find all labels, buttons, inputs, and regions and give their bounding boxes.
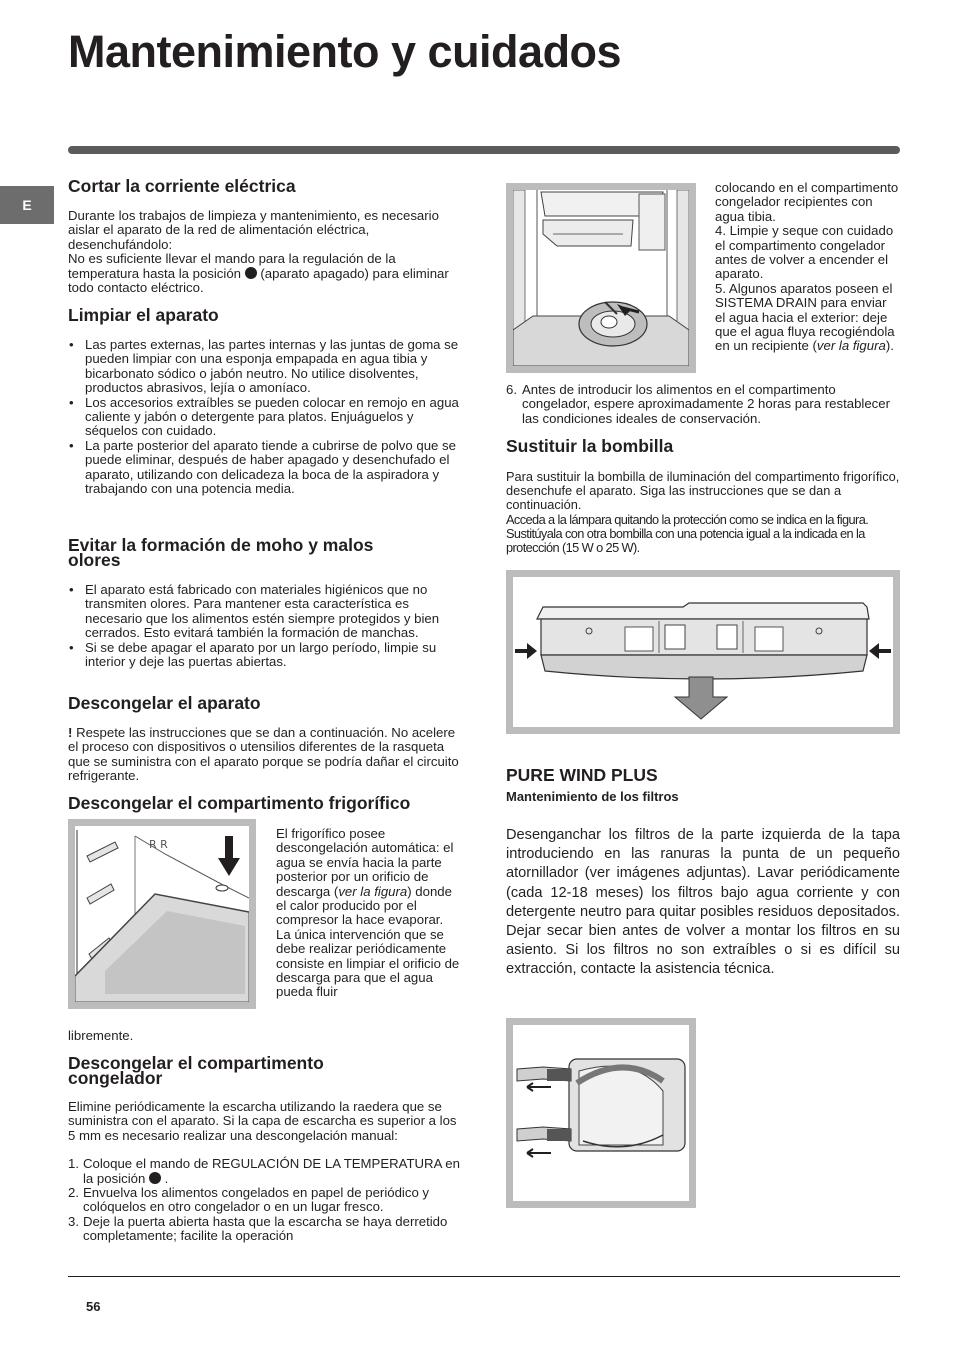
list-item	[68, 1186, 460, 1215]
text: (aparato apagado) para eliminar todo contacto eléctrico.	[68, 265, 449, 296]
text: Respete las instrucciones que se dan a continuación. No acelere el proceso con dispositivos o utensilios diferentes de la rasqueta que se suministra con el aparato porque se podría dañar el circuito refrigerante.	[68, 725, 459, 784]
section-cortar-corriente	[68, 209, 460, 295]
paragraph: Acceda a la lámpara quitando la protección como se indica en la figura. Sustitúyala con otra bombilla con una potencia igual a la indicada en la protección (15 W o 25 W).	[506, 511, 869, 556]
text: Envuelva los alimentos congelados en papel de periódico y colóquelos en otro congelador o en un lugar fresco.	[83, 1185, 430, 1215]
section-congelador-continuation	[715, 181, 900, 354]
text: No es suficiente llevar el mando para la regulación de la temperatura hasta la posición	[68, 251, 396, 281]
text: El frigorífico posee descongelación automática: el agua se envía hacia la parte posterior por un orificio de descarga (	[276, 826, 454, 899]
off-position-icon	[245, 267, 257, 279]
list-item: • El aparato está fabricado con materiales higiénicos que no transmiten olores. Para mantener esta característica es necesario que los alimentos estén siempre protegidos y bien cerrados. Esto evitará también la formación de manchas.	[68, 583, 462, 641]
section-pure-wind: Desenganchar los filtros de la parte izquierda de la tapa introduciendo en las ranuras la punta de un pequeño atornillador (ver imágenes adjuntas). Lavar periódicamente (cada 12-18 meses) los filtros bajo agua corriente y con detergente neutro para quitar posibles residuos depositados. Dejar secar bien antes de volver a montar los filtros en su asiento. Si los filtros no son extraíbles o si es difícil su extracción, contacte la asistencia técnica.	[506, 827, 900, 978]
section-descongelar-aparato	[68, 726, 460, 784]
heading-cortar-corriente: Cortar la corriente eléctrica	[68, 176, 296, 196]
off-position-icon	[149, 1172, 161, 1184]
step-number: 2.	[68, 1185, 79, 1201]
paragraph: Elimine periódicamente la escarcha utilizando la raedera que se suministra con el aparato. Si la capa de escarcha es superior a los 5 mm es necesario realizar una descongelación manual:	[68, 1099, 457, 1143]
list-item: • Los accesorios extraíbles se pueden colocar en remojo en agua caliente y jabón o detergente para platos. Enjuáguelos y séquelos con cuidado.	[68, 396, 462, 439]
paragraph	[68, 252, 460, 295]
heading-moho: Evitar la formación de moho y malos olores	[68, 535, 374, 570]
text: Deje la puerta abierta hasta que la escarcha se haya derretido completamente; facilite la operación	[83, 1213, 448, 1244]
list-item: • Si se debe apagar el aparato por un largo período, limpie su interior y deje las puertas abiertas.	[68, 641, 462, 670]
text: .	[164, 1170, 169, 1186]
list-item	[68, 1157, 460, 1186]
filter-figure	[506, 1018, 696, 1208]
lamp-cover-illustration	[513, 577, 893, 727]
fridge-drain-figure	[68, 819, 256, 1009]
title-divider	[68, 146, 900, 154]
drain-system-figure	[506, 183, 696, 373]
text: ).	[885, 338, 894, 354]
heading-compartimento-frigorifico: Descongelar el compartimento frigorífico	[68, 793, 411, 813]
figure-reference: ver la figura	[816, 338, 886, 354]
list-item: • Las partes externas, las partes internas y las juntas de goma se pueden limpiar con una esponja empapada en agua tibia y bicarbonato sódico o jabón neutro. No utilice disolventes, productos abrasivos, lejía o amoníaco.	[68, 338, 462, 396]
warning-icon: !	[68, 725, 73, 740]
drain-system-illustration	[513, 190, 689, 366]
step-number: 3.	[68, 1213, 79, 1229]
lamp-cover-figure	[506, 570, 900, 734]
section-compartimento-congelador	[68, 1100, 460, 1244]
text: Antes de introducir los alimentos en el compartimento congelador, espere aproximadamente 2 horas para restablecer las condiciones ideales de conservación.	[522, 382, 891, 426]
subheading-filtros: Mantenimiento de los filtros	[506, 789, 679, 804]
heading-pure-wind: PURE WIND PLUS	[506, 765, 658, 785]
filter-illustration	[513, 1025, 689, 1201]
paragraph: Durante los trabajos de limpieza y mantenimiento, es necesario aislar el aparato de la red de alimentación eléctrica, desenchufándolo:	[68, 208, 439, 252]
heading-descongelar-aparato: Descongelar el aparato	[68, 693, 261, 713]
step-number: 1.	[68, 1156, 79, 1172]
paragraph: colocando en el compartimento congelador recipientes con agua tibia.	[715, 180, 899, 224]
heading-sustituir-bombilla: Sustituir la bombilla	[506, 436, 674, 456]
fridge-drain-illustration	[75, 826, 249, 1002]
step-number: 6.	[506, 382, 517, 397]
section-limpiar	[68, 338, 462, 496]
language-tab: E	[0, 186, 54, 224]
section-compartimento-frigorifico	[276, 827, 460, 1000]
paragraph	[715, 282, 900, 354]
heading-compartimento-congelador: Descongelar el compartimento congelador	[68, 1053, 324, 1088]
text: Coloque el mando de REGULACIÓN DE LA TEMPERATURA en la posición	[83, 1156, 460, 1186]
svg-text:R R: R R	[149, 838, 168, 851]
list-item: • La parte posterior del aparato tiende a cubrirse de polvo que se puede eliminar, después de haber apagado y desenchufado el aparato, utilizando con delicadeza la boca de la aspiradora y trabajando con una potencia media.	[68, 439, 462, 497]
text: ) donde el calor producido por el compresor la hace evaporar. La única intervención que se debe realizar periódicamente consiste en limpiar el orificio de descarga para que el agua pueda fluir	[276, 883, 460, 1000]
text-continuation: libremente.	[68, 1028, 134, 1043]
paragraph: 4. Limpie y seque con cuidado el compartimento congelador antes de volver a encender el aparato.	[715, 223, 894, 282]
heading-limpiar: Limpiar el aparato	[68, 305, 219, 325]
step-6	[506, 383, 900, 426]
footer-divider	[68, 1276, 900, 1277]
list-item	[68, 1215, 460, 1244]
paragraph: Para sustituir la bombilla de iluminación del compartimento frigorífico, desenchufe el aparato. Siga las instrucciones que se dan a continuación.	[506, 469, 900, 513]
text: 5. Algunos aparatos poseen el SISTEMA DRAIN para enviar el agua hacia el exterior: deje que el agua fluya recogiéndola en un recipiente (	[715, 280, 895, 354]
section-moho	[68, 583, 462, 669]
figure-reference: ver la figura	[338, 883, 408, 899]
page-title: Mantenimiento y cuidados	[68, 26, 622, 77]
section-sustituir-bombilla	[506, 470, 900, 555]
page-number: 56	[86, 1299, 101, 1314]
